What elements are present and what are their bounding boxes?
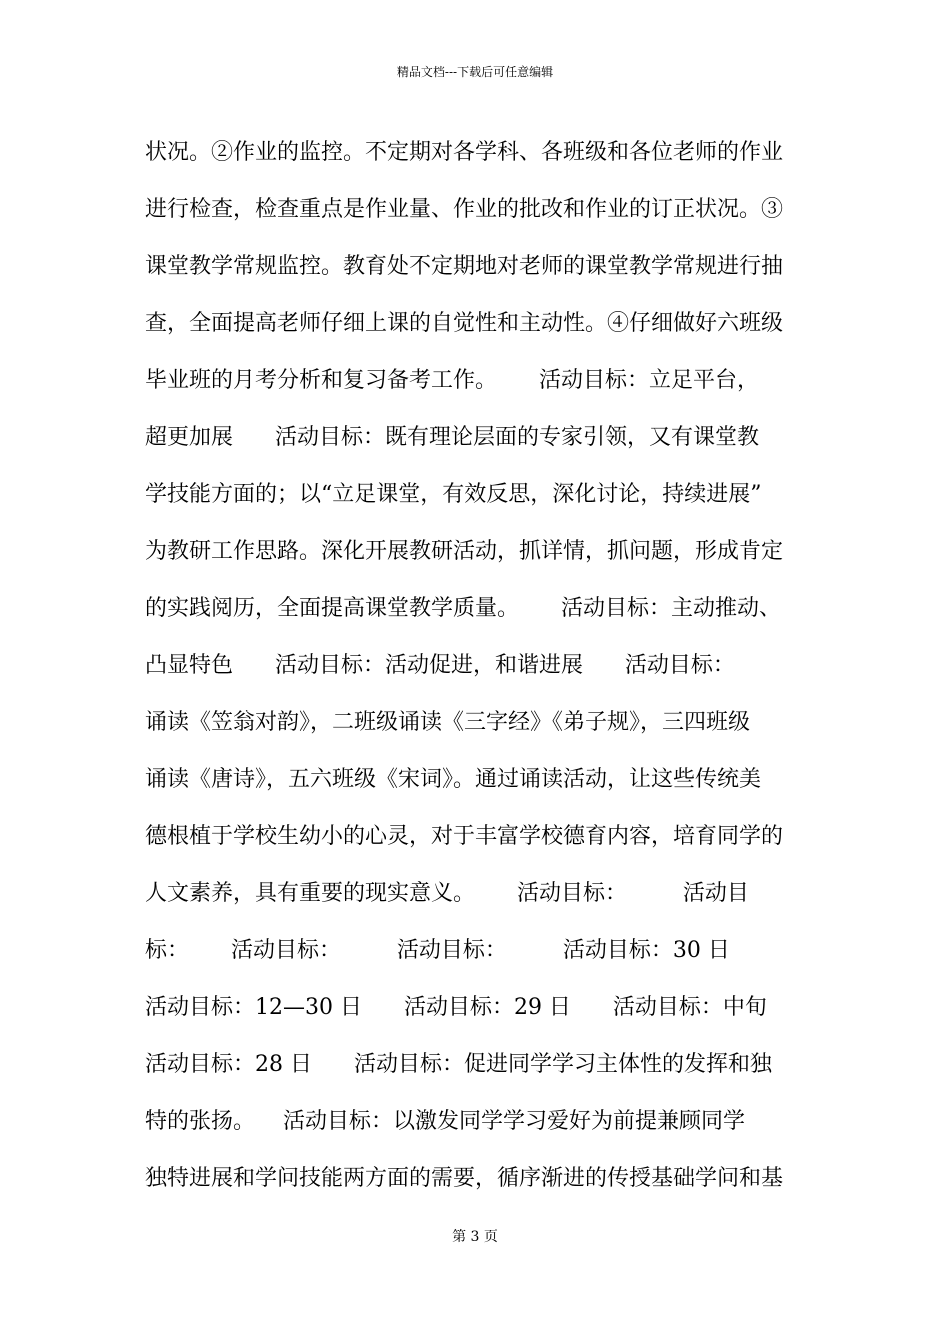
body-line: 超更加展 活动目标：既有理论层面的专家引领，又有课堂教 xyxy=(145,425,759,450)
body-line: 活动目标：28 日 活动目标：促进同学学习主体性的发挥和独 xyxy=(145,1052,772,1077)
body-line: 标： 活动目标： 活动目标： 活动目标：30 日 xyxy=(145,938,730,963)
body-line: 独特进展和学问技能两方面的需要，循序渐进的传授基础学问和基 xyxy=(145,1166,784,1191)
body-line: 活动目标：12—30 日 活动目标：29 日 活动目标：中旬 xyxy=(145,995,767,1020)
body-line: 德根植于学校生幼小的心灵，对于丰富学校德育内容，培育同学的 xyxy=(145,824,784,849)
body-line: 凸显特色 活动目标：活动促进，和谐进展 活动目标： xyxy=(145,653,735,678)
document-body xyxy=(145,124,825,1207)
body-line: 毕业班的月考分析和复习备考工作。 活动目标：立足平台， xyxy=(145,368,759,393)
body-line: 诵读《笠翁对韵》，二班级诵读《三字经》《弟子规》，三四班级 xyxy=(145,710,751,735)
body-line: 人文素养，具有重要的现实意义。 活动目标： 活动目 xyxy=(145,881,749,906)
body-line: 课堂教学常规监控。教育处不定期地对老师的课堂教学常规进行抽 xyxy=(145,254,784,279)
body-line: 进行检查，检查重点是作业量、作业的批改和作业的订正状况。③ xyxy=(145,197,784,222)
body-line: 特的张扬。 活动目标：以激发同学学习爱好为前提兼顾同学 xyxy=(145,1109,745,1134)
body-line: 的实践阅历，全面提高课堂教学质量。 活动目标：主动推动、 xyxy=(145,596,781,621)
body-line: 诵读《唐诗》，五六班级《宋词》。通过诵读活动，让这些传统美 xyxy=(145,767,762,792)
page-header: 精品文档---下载后可任意编辑 xyxy=(396,65,554,79)
body-line: 学技能方面的；以“立足课堂，有效反思，深化讨论，持续进展” xyxy=(145,482,762,507)
body-line: 查，全面提高老师仔细上课的自觉性和主动性。④仔细做好六班级 xyxy=(145,311,784,336)
body-line: 为教研工作思路。深化开展教研活动，抓详情，抓问题，形成肯定 xyxy=(145,539,784,564)
body-line: 状况。②作业的监控。不定期对各学科、各班级和各位老师的作业 xyxy=(145,140,784,165)
page-number: 第 3 页 xyxy=(452,1229,498,1245)
